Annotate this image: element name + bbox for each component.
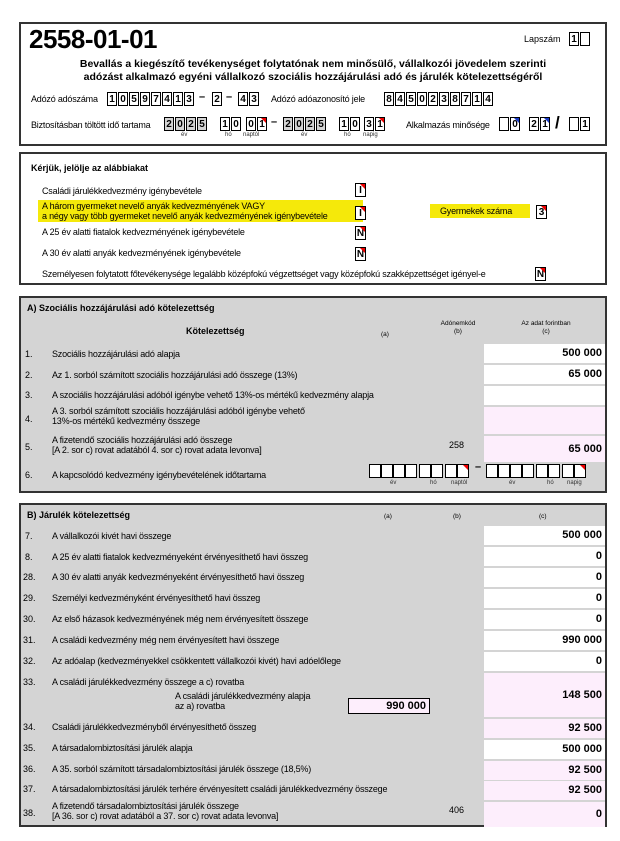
alkalmazas-field-b[interactable]	[529, 117, 551, 131]
to-day[interactable]	[364, 117, 386, 131]
row-number: 33.	[23, 677, 36, 687]
col-c-header: (c)	[539, 513, 547, 520]
row-sublabel-line1: A családi járulékkedvezmény alapja	[175, 691, 311, 701]
row-label: Személyi kedvezményként érvényesíthető havi összeg	[52, 593, 261, 603]
adoszam-digit[interactable]: 1	[107, 92, 117, 106]
row-label: A társadalombiztosítási járulék alapja	[52, 743, 193, 753]
row-number: 31.	[23, 635, 36, 645]
row-label: Az adóalap (kedvezményekkel csökkentett vállalkozói kivét) havi adóelőlege	[52, 656, 341, 666]
mark-30ev-field[interactable]	[355, 247, 366, 261]
adoazonosito-digit[interactable]: 4	[395, 92, 405, 106]
adoszam-digit[interactable]: 4	[238, 92, 248, 106]
adoszam-digit[interactable]: 0	[118, 92, 128, 106]
col-b-line2: (b)	[454, 328, 462, 335]
year-digit[interactable]: 5	[316, 117, 326, 131]
alkalmazas-digit[interactable]: 1	[580, 117, 590, 131]
adoszam-label: Adózó adószáma	[31, 94, 98, 104]
row-38-value[interactable]: 0	[484, 802, 605, 827]
mark-25ev-field[interactable]	[355, 226, 366, 240]
alkalmazas-digit[interactable]	[499, 117, 509, 131]
adoszam-digit[interactable]: 5	[129, 92, 139, 106]
day-digit[interactable]: 0	[246, 117, 256, 131]
month-digit[interactable]	[431, 464, 443, 478]
section-a	[19, 296, 607, 493]
row-number: 30.	[23, 614, 36, 624]
row-number: 34.	[23, 722, 36, 732]
year-digit[interactable]	[510, 464, 522, 478]
row-37-value[interactable]: 92 500	[484, 781, 605, 800]
mark-label-kozepfoku: Személyesen folytatott főtevékenysége legalább középfokú végzettséget vagy középfokú szakképzettséget igényel-e	[42, 269, 486, 279]
adoazonosito-digit[interactable]: 3	[439, 92, 449, 106]
required-marker-icon	[580, 465, 585, 470]
adoszam-digit[interactable]: 7	[151, 92, 161, 106]
row-label: Az 1. sorból számított szociális hozzájárulási adó összege (13%)	[52, 370, 298, 380]
year-digit[interactable]	[498, 464, 510, 478]
col-kotelezettseg: Kötelezettség	[186, 326, 245, 336]
row-label: Az első házasok kedvezményének még nem érvényesített összege	[52, 614, 309, 624]
month-digit[interactable]	[536, 464, 548, 478]
sub-label-ev: év	[509, 480, 516, 486]
dash-separator: –	[226, 91, 233, 103]
marks-section	[19, 152, 607, 285]
row-label-line1: A fizetendő szociális hozzájárulási adó összege	[52, 435, 233, 445]
sub-label-ho: hó	[225, 132, 232, 138]
row-label: A kapcsolódó kedvezmény igénybevételének időtartama	[52, 470, 266, 480]
adoazonosito-digit[interactable]: 8	[450, 92, 460, 106]
alkalmazas-digit-value: 1	[542, 119, 548, 130]
section-b	[19, 503, 607, 827]
required-marker-icon	[379, 118, 384, 123]
children-count-field[interactable]	[536, 205, 547, 219]
row-30-value[interactable]: 0	[484, 610, 605, 629]
adoszam-part3[interactable]	[238, 92, 260, 106]
form-header	[19, 22, 607, 146]
year-digit[interactable]: 5	[197, 117, 207, 131]
year-digit[interactable]: 0	[175, 117, 185, 131]
year-digit[interactable]	[486, 464, 498, 478]
row-label-line2: 13%-os mértékű kedvezmény összege	[52, 416, 200, 426]
alkalmazas-digit[interactable]: 2	[529, 117, 539, 131]
row-31-value[interactable]: 990 000	[484, 631, 605, 650]
row-number: 29.	[23, 593, 36, 603]
adoazonosito-digit[interactable]: 2	[428, 92, 438, 106]
day-digit-value: 1	[377, 119, 383, 130]
period-from-year[interactable]	[369, 464, 469, 478]
lapszam-label: Lapszám	[524, 34, 561, 44]
row-4-value[interactable]	[484, 407, 605, 434]
sub-label-naptol: naptól	[243, 132, 260, 138]
row-28-value[interactable]: 0	[484, 568, 605, 587]
dash-separator: –	[271, 116, 278, 128]
row-5-value[interactable]: 65 000	[484, 436, 605, 462]
col-b-header	[433, 320, 483, 336]
from-day[interactable]	[246, 117, 268, 131]
mark-csaladi-field[interactable]	[355, 183, 366, 197]
year-digit[interactable]: 2	[283, 117, 293, 131]
alkalmazas-field-c[interactable]	[569, 117, 591, 131]
row-label-line1: A 3. sorból számított szociális hozzájárulási adóból igénybe vehető	[52, 406, 305, 416]
mark-value: I	[359, 185, 362, 196]
required-marker-icon	[360, 227, 365, 232]
row-number: 37.	[23, 784, 36, 794]
lapszam-field[interactable]	[569, 32, 591, 46]
sub-label-ev: év	[181, 132, 188, 138]
sub-label-napig: napig	[567, 480, 582, 486]
day-digit[interactable]	[574, 464, 586, 478]
to-year[interactable]	[283, 117, 327, 131]
year-digit[interactable]	[405, 464, 417, 478]
form-title-line2: adózást alkalmazó egyéni vállalkozó szociális hozzájárulási adó és járulék kötelezettségéről	[83, 71, 543, 83]
row-label-line1: A fizetendő társadalombiztosítási járulék összege	[52, 801, 239, 811]
row-sublabel-line2: az a) rovatba	[175, 701, 225, 711]
sub-label-napig: napig	[363, 132, 378, 138]
to-month[interactable]	[339, 117, 361, 131]
row-label-line2: [A 36. sor c) rovat adatából a 37. sor c) rovat adata levonva]	[52, 811, 279, 821]
row-label: Szociális hozzájárulási adó alapja	[52, 349, 180, 359]
biztositas-label: Biztosításban töltött idő tartama	[31, 120, 151, 130]
row-label-line2: [A 2. sor c) rovat adatából 4. sor c) rovat adata levonva]	[52, 445, 262, 455]
adoazonosito-digit[interactable]: 1	[472, 92, 482, 106]
col-a-header: (a)	[381, 331, 389, 338]
row-34-value[interactable]: 92 500	[484, 719, 605, 738]
day-digit[interactable]	[457, 464, 469, 478]
adoszam-digit[interactable]: 3	[249, 92, 259, 106]
alkalmazas-field-a[interactable]	[499, 117, 521, 131]
info-marker-icon	[544, 118, 549, 123]
col-a-header: (a)	[384, 513, 392, 520]
section-a-title: A) Szociális hozzájárulási adó kötelezettség	[27, 303, 215, 313]
year-digit[interactable]: 2	[164, 117, 174, 131]
adoazonosito-field[interactable]	[384, 92, 494, 106]
year-digit[interactable]	[522, 464, 534, 478]
day-digit[interactable]	[375, 117, 385, 131]
sub-label-ev: év	[301, 132, 308, 138]
row-32-value[interactable]: 0	[484, 652, 605, 671]
month-digit[interactable]	[419, 464, 431, 478]
row-3-value[interactable]	[484, 386, 605, 405]
alkalmazas-digit[interactable]	[569, 117, 579, 131]
year-digit[interactable]	[381, 464, 393, 478]
mark-label-25ev: A 25 év alatti fiatalok kedvezményének igénybevétele	[42, 227, 245, 237]
month-digit[interactable]: 0	[350, 117, 360, 131]
lapszam-digit[interactable]	[580, 32, 590, 46]
col-c-line1: Az adat forintban	[521, 320, 571, 327]
from-year[interactable]	[164, 117, 208, 131]
required-marker-icon	[360, 207, 365, 212]
alkalmazas-digit[interactable]	[510, 117, 520, 131]
alkalmazas-label: Alkalmazás minősége	[406, 120, 490, 130]
children-count-label: Gyermekek száma	[440, 206, 513, 216]
row-35-value[interactable]: 500 000	[484, 740, 605, 759]
row-label: A 25 év alatti fiatalok kedvezményeként érvényesíthető havi összeg	[52, 552, 308, 562]
adoszam-digit[interactable]: 3	[184, 92, 194, 106]
children-count-value: 3	[538, 207, 545, 218]
adoazonosito-digit[interactable]: 4	[483, 92, 493, 106]
adoazonosito-digit[interactable]: 8	[384, 92, 394, 106]
row-1-value[interactable]: 500 000	[484, 344, 605, 363]
mark-value: N	[536, 269, 545, 280]
col-c-line2: (c)	[542, 328, 550, 335]
adoszam-part2[interactable]	[212, 92, 223, 106]
year-digit[interactable]	[369, 464, 381, 478]
row-8-value[interactable]: 0	[484, 547, 605, 566]
adoazonosito-label: Adózó adóazonosító jele	[271, 94, 365, 104]
day-digit[interactable]	[257, 117, 267, 131]
row-label: A családi járulékkedvezmény összege a c) rovatba	[52, 677, 245, 687]
row-number: 3.	[25, 390, 33, 400]
row-number: 5.	[25, 442, 33, 452]
row-number: 32.	[23, 656, 36, 666]
alkalmazas-digit-value: 0	[512, 119, 518, 130]
period-to-year[interactable]	[486, 464, 586, 478]
adoazonosito-digit[interactable]: 5	[406, 92, 416, 106]
mark-label-csaladi: Családi járulékkedvezmény igénybevétele	[42, 186, 202, 196]
row-36-value[interactable]: 92 500	[484, 761, 605, 780]
required-marker-icon	[360, 248, 365, 253]
adoszam-digit[interactable]: 4	[162, 92, 172, 106]
sub-label-ho: hó	[344, 132, 351, 138]
day-digit[interactable]: 3	[364, 117, 374, 131]
year-digit[interactable]: 0	[294, 117, 304, 131]
required-marker-icon	[261, 118, 266, 123]
row-2-value[interactable]: 65 000	[484, 365, 605, 384]
adoszam-digit[interactable]: 1	[173, 92, 183, 106]
year-digit[interactable]: 2	[305, 117, 315, 131]
day-digit[interactable]	[562, 464, 574, 478]
section-b-title: B) Járulék kötelezettség	[27, 510, 131, 520]
year-digit[interactable]: 2	[186, 117, 196, 131]
adoszam-digit[interactable]: 2	[212, 92, 222, 106]
sub-label-ho: hó	[547, 480, 554, 486]
row-label: A szociális hozzájárulási adóból igénybe vehető 13%-os mértékű kedvezmény alapja	[52, 390, 374, 400]
row-33-base-value[interactable]: 990 000	[348, 698, 430, 714]
slash-separator: /	[555, 113, 560, 132]
row-number: 35.	[23, 743, 36, 753]
month-digit[interactable]	[548, 464, 560, 478]
col-c-header	[501, 320, 591, 336]
row-number: 6.	[25, 470, 33, 480]
info-marker-icon	[514, 118, 519, 123]
from-month[interactable]	[220, 117, 242, 131]
month-digit[interactable]: 1	[339, 117, 349, 131]
row-number: 8.	[25, 552, 33, 562]
dash-separator: –	[475, 461, 482, 473]
mark-label-30ev: A 30 év alatti anyák kedvezményének igénybevétele	[42, 248, 241, 258]
sub-label-ho: hó	[430, 480, 437, 486]
form-title-line1: Bevallás a kiegészítő tevékenységet folytatónak nem minősülő, vállalkozói jövedelem szerinti	[79, 58, 547, 70]
required-marker-icon	[541, 206, 546, 211]
mark-value: N	[356, 228, 365, 239]
adoazonosito-digit[interactable]: 7	[461, 92, 471, 106]
row-label: A 35. sorból számított társadalombiztosítási járulék összege (18,5%)	[52, 764, 312, 774]
required-marker-icon	[360, 184, 365, 189]
year-digit[interactable]	[393, 464, 405, 478]
row-label: A 30 év alatti anyák kedvezményeként érvényesíthető havi összeg	[52, 572, 305, 582]
mark-value: N	[356, 249, 365, 260]
month-digit[interactable]: 1	[220, 117, 230, 131]
alkalmazas-digit[interactable]	[540, 117, 550, 131]
row-33-value[interactable]: 148 500	[484, 673, 605, 717]
row-number: 4.	[25, 414, 33, 424]
row-number: 36.	[23, 764, 36, 774]
row-number: 1.	[25, 349, 33, 359]
row-number: 28.	[23, 572, 36, 582]
row-number: 7.	[25, 531, 33, 541]
row-number: 2.	[25, 370, 33, 380]
row-label: Családi járulékkedvezményből érvényesíthető összeg	[52, 722, 257, 732]
mark-label-anyak-line1: A három gyermeket nevelő anyák kedvezményének VAGY	[42, 201, 265, 211]
day-digit-value: 1	[259, 119, 265, 130]
required-marker-icon	[540, 268, 545, 273]
row-label: A vállalkozói kivét havi összege	[52, 531, 172, 541]
col-b-line1: Adónemkód	[440, 320, 476, 327]
tax-code: 406	[449, 805, 465, 815]
form-id: 2558-01-01	[29, 24, 157, 54]
col-b-header: (b)	[453, 513, 461, 520]
row-label: A családi kedvezmény még nem érvényesített havi összege	[52, 635, 280, 645]
row-number: 38.	[23, 808, 36, 818]
adoszam-digit[interactable]: 9	[140, 92, 150, 106]
adoszam-part1[interactable]	[107, 92, 195, 106]
mark-value: I	[359, 208, 362, 219]
marks-title: Kérjük, jelölje az alábbiakat	[31, 163, 149, 173]
dash-separator: –	[199, 91, 206, 103]
tax-code: 258	[449, 440, 465, 450]
adoazonosito-digit[interactable]: 0	[417, 92, 427, 106]
required-marker-icon	[463, 465, 468, 470]
lapszam-digit[interactable]: 1	[569, 32, 579, 46]
mark-kozepfoku-field[interactable]	[535, 267, 546, 281]
mark-anyak-field[interactable]	[355, 206, 366, 220]
row-7-value[interactable]: 500 000	[484, 526, 605, 545]
sub-label-naptol: naptól	[451, 480, 468, 486]
month-digit[interactable]: 0	[231, 117, 241, 131]
mark-label-anyak-line2: a négy vagy több gyermeket nevelő anyák kedvezményének igénybevétele	[42, 211, 328, 221]
day-digit[interactable]	[445, 464, 457, 478]
row-label: A társadalombiztosítási járulék terhére érvényesített családi járulékkedvezmény összege	[52, 784, 388, 794]
sub-label-ev: év	[390, 480, 397, 486]
row-29-value[interactable]: 0	[484, 589, 605, 608]
